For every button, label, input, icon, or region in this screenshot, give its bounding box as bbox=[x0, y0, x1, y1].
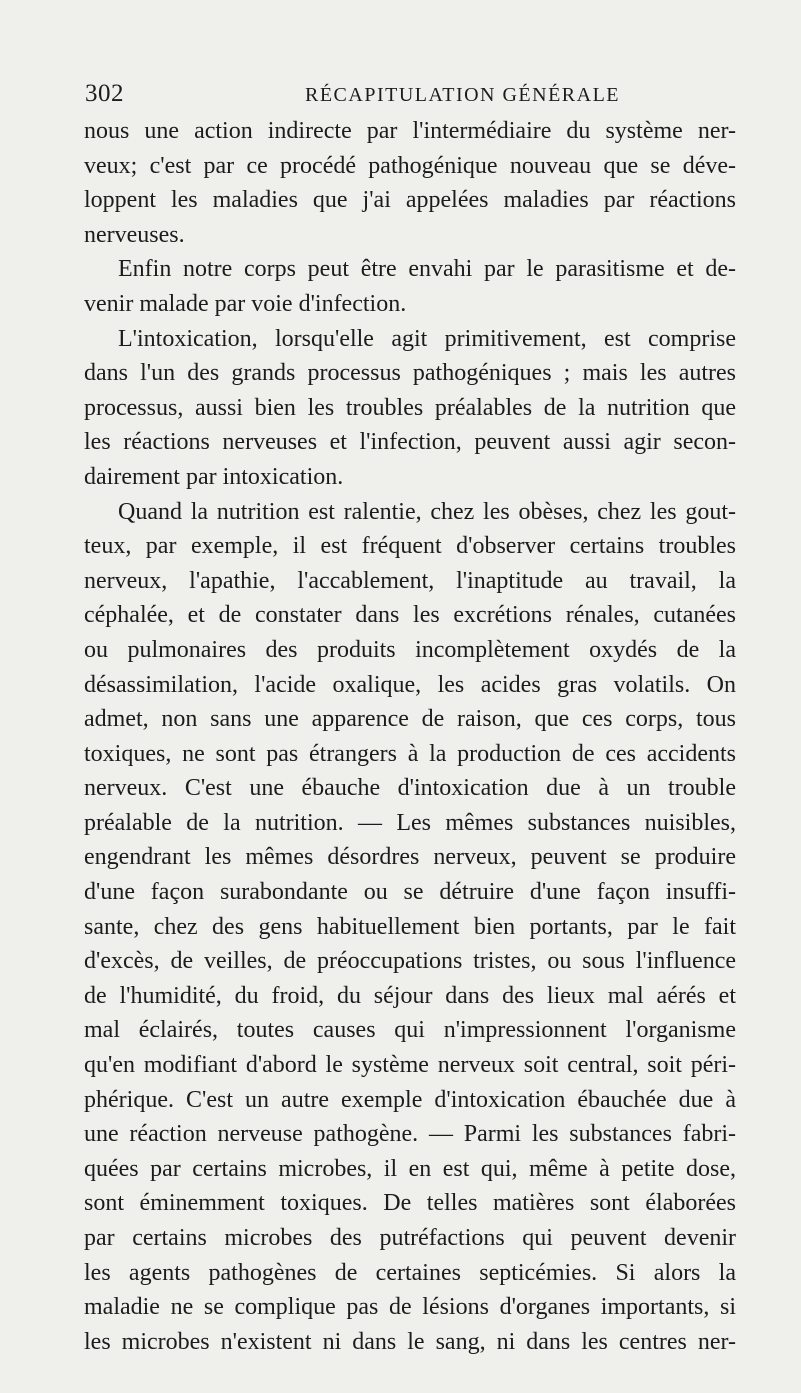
text-line: les microbes n'existent ni dans le sang, ni dans les centres ner- bbox=[84, 1328, 736, 1355]
text-line: les agents pathogènes de certaines septicémies. Si alors la bbox=[84, 1259, 736, 1286]
text-line: céphalée, et de constater dans les excrétions rénales, cutanées bbox=[84, 602, 736, 629]
page-number: 302 bbox=[85, 80, 124, 107]
text-line: sont éminemment toxiques. De telles matières sont élaborées bbox=[84, 1190, 736, 1217]
text-line: loppent les maladies que j'ai appelées maladies par réactions bbox=[84, 187, 736, 214]
text-line: par certains microbes des putréfactions qui peuvent devenir bbox=[84, 1225, 736, 1251]
running-head: RÉCAPITULATION GÉNÉRALE bbox=[305, 84, 621, 106]
text-line: une réaction nerveuse pathogène. — Parmi les substances fabri- bbox=[84, 1121, 736, 1148]
text-line: qu'en modifiant d'abord le système nerveux soit central, soit péri- bbox=[84, 1052, 736, 1079]
text-line: d'une façon surabondante ou se détruire d'une façon insuffi- bbox=[84, 879, 736, 906]
text-line: dans l'un des grands processus pathogéniques ; mais les autres bbox=[84, 360, 736, 387]
text-line: sante, chez des gens habituellement bien portants, par le fait bbox=[84, 913, 736, 940]
text-line: teux, par exemple, il est fréquent d'observer certains troubles bbox=[84, 533, 736, 560]
text-line: admet, non sans une apparence de raison, que ces corps, tous bbox=[84, 706, 736, 733]
text-line: maladie ne se complique pas de lésions d'organes importants, si bbox=[84, 1294, 736, 1321]
text-line: Enfin notre corps peut être envahi par le parasitisme et de- bbox=[118, 256, 736, 283]
text-line: Quand la nutrition est ralentie, chez les obèses, chez les gout- bbox=[118, 498, 736, 525]
text-line: ou pulmonaires des produits incomplètement oxydés de la bbox=[84, 636, 736, 663]
text-line: de l'humidité, du froid, du séjour dans des lieux mal aérés et bbox=[84, 982, 736, 1009]
text-line: L'intoxication, lorsqu'elle agit primitivement, est comprise bbox=[118, 325, 736, 352]
text-line: nerveuses. bbox=[84, 221, 185, 248]
body-text bbox=[84, 114, 736, 1359]
page-header bbox=[85, 80, 735, 116]
text-line: processus, aussi bien les troubles préalables de la nutrition que bbox=[84, 394, 736, 421]
text-line: mal éclairés, toutes causes qui n'impressionnent l'organisme bbox=[84, 1017, 736, 1044]
text-line: veux; c'est par ce procédé pathogénique nouveau que se déve- bbox=[84, 152, 736, 179]
text-line: nerveux, l'apathie, l'accablement, l'inaptitude au travail, la bbox=[84, 567, 736, 594]
text-line: dairement par intoxication. bbox=[84, 463, 344, 490]
text-line: nerveux. C'est une ébauche d'intoxication due à un trouble bbox=[84, 775, 736, 802]
text-line: les réactions nerveuses et l'infection, peuvent aussi agir secon- bbox=[84, 429, 736, 456]
text-line: toxiques, ne sont pas étrangers à la production de ces accidents bbox=[84, 740, 736, 767]
text-line: préalable de la nutrition. — Les mêmes substances nuisibles, bbox=[84, 809, 736, 836]
text-line: quées par certains microbes, il en est qui, même à petite dose, bbox=[84, 1155, 736, 1182]
text-line: nous une action indirecte par l'intermédiaire du système ner- bbox=[84, 118, 736, 144]
text-line: phérique. C'est un autre exemple d'intoxication ébauchée due à bbox=[84, 1086, 736, 1113]
text-line: engendrant les mêmes désordres nerveux, peuvent se produire bbox=[84, 844, 736, 871]
text-line: désassimilation, l'acide oxalique, les acides gras volatils. On bbox=[84, 671, 736, 698]
text-line: d'excès, de veilles, de préoccupations tristes, ou sous l'influence bbox=[84, 948, 736, 975]
text-line: venir malade par voie d'infection. bbox=[84, 290, 407, 317]
